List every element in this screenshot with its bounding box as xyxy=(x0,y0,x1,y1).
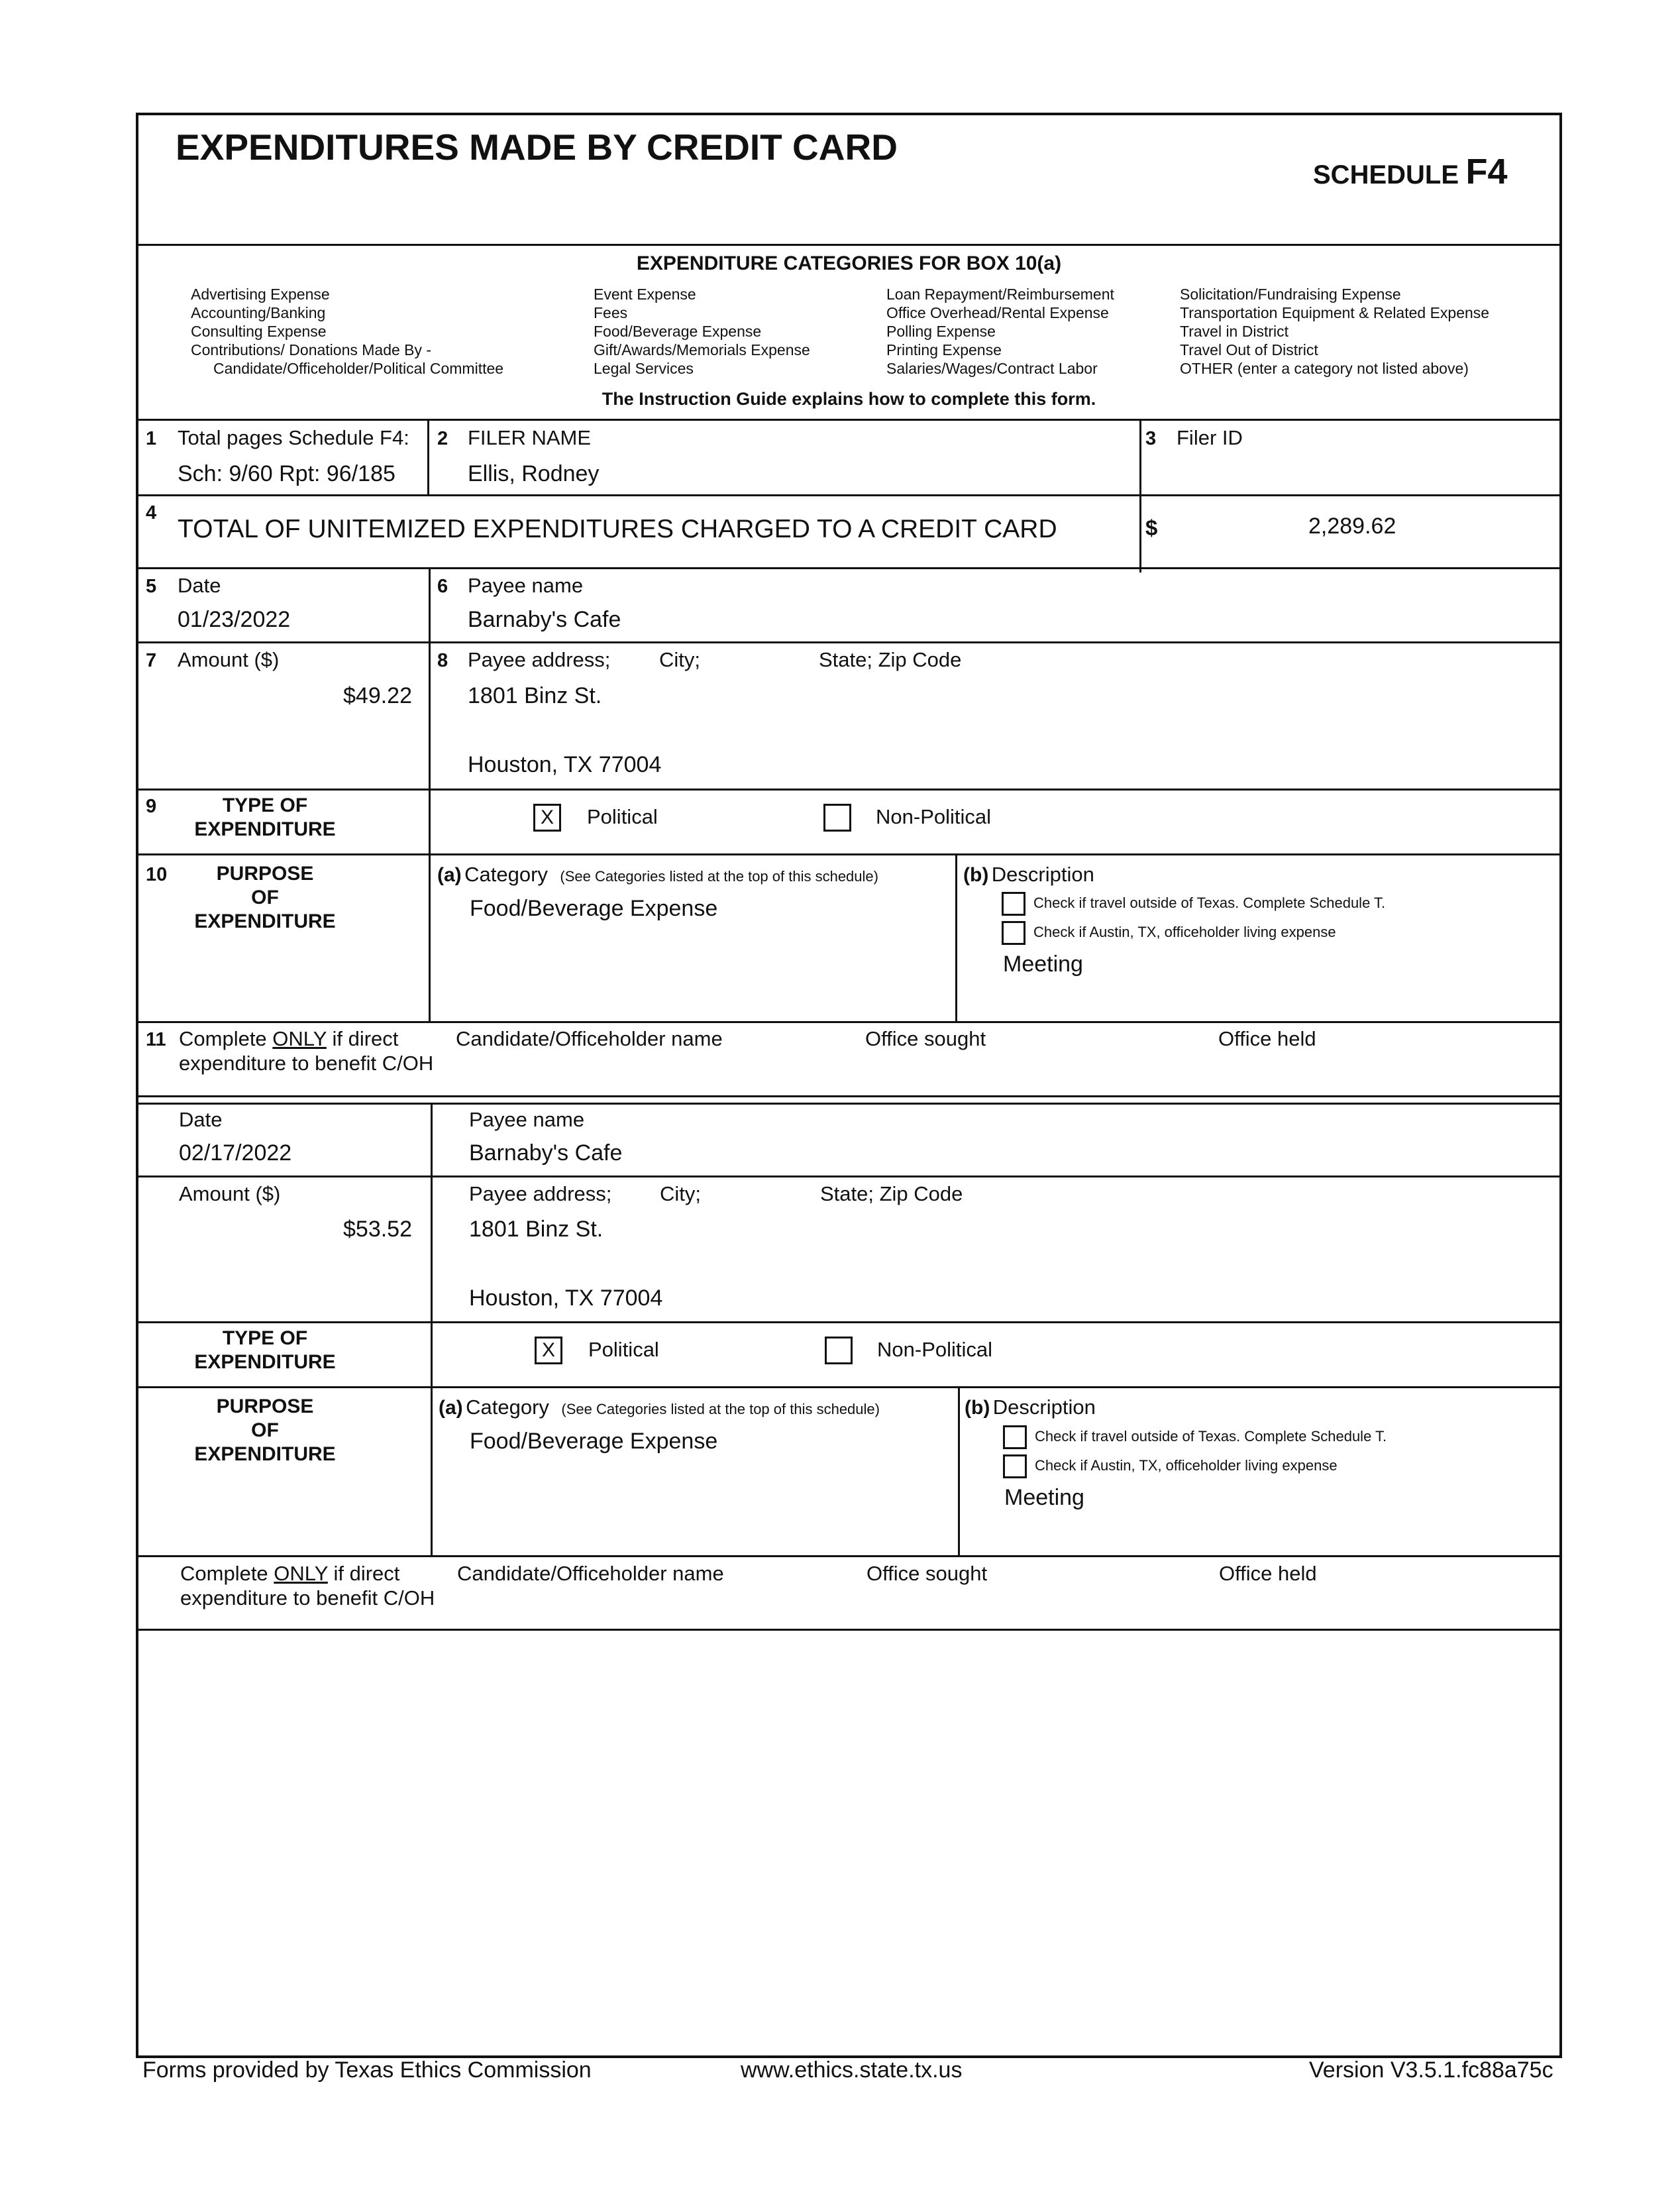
divider xyxy=(427,419,429,495)
category-value: Food/Beverage Expense xyxy=(470,896,718,921)
category-header: (a) Category (See Categories listed at the top of this schedule) xyxy=(439,1395,880,1419)
office-held-label: Office held xyxy=(1218,1027,1316,1050)
divider xyxy=(958,1386,960,1556)
travel-check-label: Check if travel outside of Texas. Complete Schedule T. xyxy=(1035,1428,1387,1445)
filer-name-label: FILER NAME xyxy=(468,426,592,449)
complete-only-label: Complete ONLY if direct xyxy=(179,1027,399,1050)
divider xyxy=(136,1021,1562,1023)
date-value: 02/17/2022 xyxy=(179,1140,292,1166)
complete-only-label-2: expenditure to benefit C/OH xyxy=(180,1586,435,1610)
payee-address-label: Payee address; xyxy=(468,648,611,671)
address-line-2: Houston, TX 77004 xyxy=(468,752,662,777)
divider xyxy=(955,853,957,1023)
amount-value: $49.22 xyxy=(343,683,412,708)
instruction-note: The Instruction Guide explains how to complete this form. xyxy=(602,389,1096,409)
currency-symbol: $ xyxy=(1145,516,1158,540)
divider xyxy=(136,789,1562,791)
purpose-label-2: OF xyxy=(251,1419,279,1441)
payee-name-value: Barnaby's Cafe xyxy=(468,607,621,632)
purpose-label-3: EXPENDITURE xyxy=(194,1443,336,1465)
footer-left: Forms provided by Texas Ethics Commission xyxy=(142,2057,592,2083)
type-label-2: EXPENDITURE xyxy=(194,818,336,840)
date-value: 01/23/2022 xyxy=(178,607,291,632)
field-number: 10 xyxy=(146,864,168,885)
travel-checkbox[interactable] xyxy=(1002,892,1025,916)
field-number: 11 xyxy=(146,1029,166,1050)
divider xyxy=(136,1103,1562,1105)
purpose-label-2: OF xyxy=(251,887,279,908)
payee-name-label: Payee name xyxy=(469,1108,585,1131)
divider xyxy=(431,1103,433,1556)
divider xyxy=(429,567,431,1023)
date-label: Date xyxy=(179,1108,223,1131)
purpose-label-3: EXPENDITURE xyxy=(194,910,336,932)
divider xyxy=(136,641,1562,643)
field-number: 7 xyxy=(146,650,157,671)
address-line-2: Houston, TX 77004 xyxy=(469,1285,663,1311)
non-political-checkbox[interactable] xyxy=(823,804,851,832)
type-label-1: TYPE OF xyxy=(222,1327,308,1349)
description-header: (b) Description xyxy=(965,1395,1096,1419)
category-list-2: Event Expense Fees Food/Beverage Expense Gift/Awards/Memorials Expense Legal Services xyxy=(594,286,810,377)
purpose-label-1: PURPOSE xyxy=(216,863,314,885)
divider xyxy=(136,1386,1562,1388)
divider xyxy=(136,1095,1562,1097)
candidate-name-label: Candidate/Officeholder name xyxy=(457,1562,724,1585)
non-political-checkbox[interactable] xyxy=(825,1337,853,1364)
category-list-4: Solicitation/Fundraising Expense Transportation Equipment & Related Expense Travel in District Travel Out of District OTHER (enter a category not listed above) xyxy=(1180,286,1490,377)
schedule-label: SCHEDULE F4 xyxy=(1313,152,1508,191)
field-number: 5 xyxy=(146,576,157,597)
divider xyxy=(136,1321,1562,1323)
type-label-1: TYPE OF xyxy=(222,794,308,816)
total-unitemized-value: 2,289.62 xyxy=(1308,514,1396,539)
candidate-name-label: Candidate/Officeholder name xyxy=(456,1027,723,1050)
payee-name-label: Payee name xyxy=(468,574,584,597)
address-line-1: 1801 Binz St. xyxy=(468,683,602,708)
categories-heading: EXPENDITURE CATEGORIES FOR BOX 10(a) xyxy=(636,252,1062,274)
field-number: 6 xyxy=(437,576,448,597)
type-label-2: EXPENDITURE xyxy=(194,1351,336,1373)
austin-checkbox[interactable] xyxy=(1003,1454,1027,1478)
office-sought-label: Office sought xyxy=(865,1027,986,1050)
austin-check-label: Check if Austin, TX, officeholder living expense xyxy=(1035,1457,1338,1474)
amount-value: $53.52 xyxy=(343,1217,412,1242)
field-number: 2 xyxy=(437,428,448,449)
total-pages-label: Total pages Schedule F4: xyxy=(178,426,409,449)
field-number: 1 xyxy=(146,428,157,449)
category-list-1: Advertising Expense Accounting/Banking Consulting Expense Contributions/ Donations Made By - Candidate/Officeholder/Political Committee xyxy=(191,286,504,377)
divider xyxy=(136,419,1562,421)
payee-address-label: Payee address; xyxy=(469,1182,612,1205)
divider xyxy=(136,1175,1562,1177)
form-title: EXPENDITURES MADE BY CREDIT CARD xyxy=(176,127,898,168)
description-value: Meeting xyxy=(1003,952,1083,977)
total-pages-value: Sch: 9/60 Rpt: 96/185 xyxy=(178,461,395,486)
field-number: 8 xyxy=(437,650,448,671)
category-value: Food/Beverage Expense xyxy=(470,1429,718,1454)
travel-check-label: Check if travel outside of Texas. Complete Schedule T. xyxy=(1033,895,1386,911)
divider xyxy=(136,494,1562,496)
political-checkbox[interactable]: X xyxy=(535,1337,562,1364)
divider xyxy=(136,567,1562,569)
austin-checkbox[interactable] xyxy=(1002,921,1025,945)
political-checkbox[interactable]: X xyxy=(533,804,561,832)
state-zip-label: State; Zip Code xyxy=(820,1182,963,1205)
total-unitemized-label: TOTAL OF UNITEMIZED EXPENDITURES CHARGED TO A CREDIT CARD xyxy=(178,515,1057,543)
complete-only-label: Complete ONLY if direct xyxy=(180,1562,400,1585)
office-held-label: Office held xyxy=(1219,1562,1317,1585)
filer-name-value: Ellis, Rodney xyxy=(468,461,600,486)
divider xyxy=(136,1629,1562,1631)
field-number: 9 xyxy=(146,796,157,817)
field-number: 3 xyxy=(1145,428,1157,449)
state-zip-label: State; Zip Code xyxy=(819,648,962,671)
payee-name-value: Barnaby's Cafe xyxy=(469,1140,623,1166)
non-political-label: Non-Political xyxy=(876,805,992,828)
city-label: City; xyxy=(659,648,700,671)
description-value: Meeting xyxy=(1004,1485,1084,1510)
category-header: (a) Category (See Categories listed at the top of this schedule) xyxy=(437,863,878,886)
date-label: Date xyxy=(178,574,221,597)
footer-version: Version V3.5.1.fc88a75c xyxy=(1309,2057,1553,2083)
amount-label: Amount ($) xyxy=(178,648,280,671)
political-label: Political xyxy=(587,805,658,828)
travel-checkbox[interactable] xyxy=(1003,1425,1027,1449)
office-sought-label: Office sought xyxy=(866,1562,988,1585)
complete-only-label-2: expenditure to benefit C/OH xyxy=(179,1052,434,1075)
amount-label: Amount ($) xyxy=(179,1182,281,1205)
non-political-label: Non-Political xyxy=(877,1338,993,1361)
category-list-3: Loan Repayment/Reimbursement Office Overhead/Rental Expense Polling Expense Printing Expense Salaries/Wages/Contract Labor xyxy=(886,286,1114,377)
divider xyxy=(136,1555,1562,1557)
divider xyxy=(136,853,1562,855)
city-label: City; xyxy=(660,1182,701,1205)
footer-url[interactable]: www.ethics.state.tx.us xyxy=(741,2057,963,2083)
description-header: (b) Description xyxy=(963,863,1094,886)
austin-check-label: Check if Austin, TX, officeholder living expense xyxy=(1033,924,1336,940)
purpose-label-1: PURPOSE xyxy=(216,1395,314,1417)
address-line-1: 1801 Binz St. xyxy=(469,1217,604,1242)
field-number: 4 xyxy=(146,502,157,523)
divider xyxy=(136,244,1562,246)
political-label: Political xyxy=(588,1338,659,1361)
filer-id-label: Filer ID xyxy=(1177,426,1243,449)
